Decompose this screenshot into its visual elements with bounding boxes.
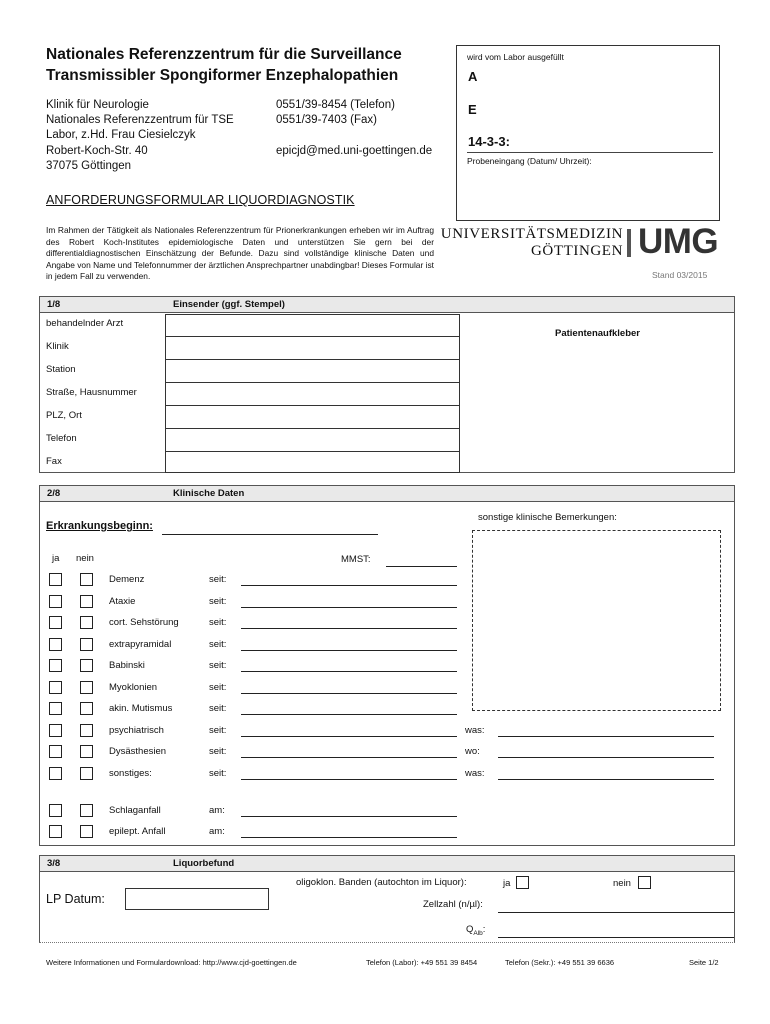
onset-label: Erkrankungsbeginn: bbox=[46, 520, 153, 532]
symptom-label: cort. Sehstörung bbox=[109, 617, 179, 628]
event-yes-checkbox[interactable] bbox=[49, 804, 62, 817]
symptom-detail-input[interactable] bbox=[498, 779, 714, 780]
symptom-yes-checkbox[interactable] bbox=[49, 681, 62, 694]
symptom-since-input[interactable] bbox=[241, 628, 457, 629]
symptom-since-label: seit: bbox=[209, 724, 227, 736]
symptom-no-checkbox[interactable] bbox=[80, 702, 93, 715]
event-no-checkbox[interactable] bbox=[80, 804, 93, 817]
logo-name bbox=[441, 226, 623, 260]
q-albumin-label bbox=[466, 924, 485, 937]
remarks-area[interactable] bbox=[472, 530, 721, 711]
lab-field-e: E bbox=[468, 102, 477, 117]
symptom-detail-input[interactable] bbox=[498, 757, 714, 758]
event-label: epilept. Anfall bbox=[109, 826, 166, 837]
field-label-fax: Fax bbox=[46, 456, 62, 467]
page-number: Seite 1/2 bbox=[689, 958, 719, 967]
lp-date-label: LP Datum: bbox=[46, 892, 105, 906]
symptom-since-label: seit: bbox=[209, 595, 227, 607]
field-label-ward: Station bbox=[46, 364, 76, 375]
patient-sticker-label: Patientenaufkleber bbox=[555, 328, 640, 339]
address-line: Klinik für Neurologie bbox=[46, 99, 149, 111]
input-ward[interactable] bbox=[165, 360, 460, 383]
symptom-yes-checkbox[interactable] bbox=[49, 595, 62, 608]
section-title: Liquorbefund bbox=[173, 858, 235, 869]
symptom-yes-checkbox[interactable] bbox=[49, 616, 62, 629]
section-number: 2/8 bbox=[47, 488, 61, 499]
section-title: Klinische Daten bbox=[173, 488, 245, 499]
symptom-since-input[interactable] bbox=[241, 607, 457, 608]
symptom-since-label: seit: bbox=[209, 746, 227, 757]
column-no: nein bbox=[76, 553, 94, 564]
address-line: Robert-Koch-Str. 40 bbox=[46, 144, 148, 157]
symptom-yes-checkbox[interactable] bbox=[49, 702, 62, 715]
section-number: 1/8 bbox=[47, 299, 61, 310]
column-yes: ja bbox=[52, 553, 60, 564]
footer-info: Weitere Informationen und Formulardownload: http://www.cjd-goettingen.de bbox=[46, 958, 297, 967]
oligoclonal-yes-checkbox[interactable] bbox=[516, 876, 529, 889]
symptom-no-checkbox[interactable] bbox=[80, 616, 93, 629]
intro-text: Im Rahmen der Tätigkeit als Nationales Referenzzentrum für Prionerkrankungen erheben wir im Auftrag des Robert Koch-Institutes epidemiologische Daten und unterstützen Sie gern bei der differentialdiagnostischen Einschätzung der Befunde. Dazu sind vollständige klinische Daten und Angabe von Name und Telefonnummer der ärztlichen Ansprechpartner unabdingbar! Dieses Formular ist in jedem Fall zu verwenden. bbox=[46, 225, 434, 282]
field-label-phone: Telefon bbox=[46, 433, 77, 444]
lab-divider bbox=[467, 152, 713, 153]
event-label: Schlaganfall bbox=[109, 805, 161, 816]
input-clinic[interactable] bbox=[165, 337, 460, 360]
cell-count-input[interactable] bbox=[498, 912, 734, 913]
title-line-2: Transmissibler Spongiformer Enzephalopathien bbox=[46, 67, 399, 84]
section-header-2 bbox=[39, 485, 735, 502]
input-phone[interactable] bbox=[165, 429, 460, 452]
patient-sticker-area[interactable] bbox=[460, 313, 735, 473]
address-line: Labor, z.Hd. Frau Ciesielczyk bbox=[46, 129, 196, 142]
oligoclonal-bands-label: oligoklon. Banden (autochton im Liquor): bbox=[296, 877, 467, 888]
symptom-since-label: seit: bbox=[209, 638, 227, 650]
symptom-yes-checkbox[interactable] bbox=[49, 724, 62, 737]
cell-count-label: Zellzahl (n/µl): bbox=[423, 899, 483, 910]
symptom-label: Dysästhesien bbox=[109, 746, 167, 757]
symptom-since-label: seit: bbox=[209, 574, 227, 585]
symptom-no-checkbox[interactable] bbox=[80, 659, 93, 672]
symptom-detail-label: wo: bbox=[465, 746, 480, 757]
input-fax[interactable] bbox=[165, 452, 460, 473]
symptom-label: Myoklonien bbox=[109, 681, 158, 693]
section-header-1 bbox=[39, 296, 735, 313]
fax-number: 0551/39-7403 (Fax) bbox=[276, 114, 378, 127]
mmst-input[interactable] bbox=[386, 566, 457, 567]
input-doctor[interactable] bbox=[165, 314, 460, 337]
symptom-no-checkbox[interactable] bbox=[80, 638, 93, 651]
remarks-label: sonstige klinische Bemerkungen: bbox=[478, 512, 617, 523]
event-date-label: am: bbox=[209, 805, 225, 816]
symptom-label: psychiatrisch bbox=[109, 724, 164, 736]
input-city[interactable] bbox=[165, 406, 460, 429]
onset-input[interactable] bbox=[162, 534, 378, 535]
oligoclonal-no-label: nein bbox=[613, 878, 631, 889]
mmst-label: MMST: bbox=[341, 554, 371, 565]
symptom-since-label: seit: bbox=[209, 617, 227, 628]
symptom-since-input[interactable] bbox=[241, 585, 457, 586]
symptom-no-checkbox[interactable] bbox=[80, 595, 93, 608]
symptom-label: Babinski bbox=[109, 660, 145, 671]
symptom-yes-checkbox[interactable] bbox=[49, 573, 62, 586]
symptom-no-checkbox[interactable] bbox=[80, 724, 93, 737]
q-albumin-main: Q bbox=[466, 924, 474, 935]
postal-address bbox=[46, 98, 234, 174]
oligoclonal-yes-label: ja bbox=[503, 878, 511, 889]
version-stamp: Stand 03/2015 bbox=[652, 270, 708, 280]
field-label-doctor: behandelnder Arzt bbox=[46, 318, 124, 329]
q-albumin-colon: : bbox=[482, 924, 486, 935]
symptom-detail-input[interactable] bbox=[498, 736, 714, 737]
lab-note: wird vom Labor ausgefüllt bbox=[467, 52, 564, 62]
field-label-clinic: Klinik bbox=[46, 341, 69, 352]
footer-phone-lab: Telefon (Labor): +49 551 39 8454 bbox=[366, 958, 478, 967]
symptom-detail-label: was: bbox=[465, 724, 485, 736]
event-date-input[interactable] bbox=[241, 837, 457, 838]
document-title bbox=[46, 44, 446, 86]
section-title: Einsender (ggf. Stempel) bbox=[173, 299, 285, 310]
logo-line-1: UNIVERSITÄTSMEDIZIN bbox=[440, 226, 623, 242]
symptom-no-checkbox[interactable] bbox=[80, 767, 93, 780]
logo-line-2: GÖTTINGEN bbox=[530, 243, 623, 259]
section-header-3 bbox=[39, 855, 735, 872]
symptom-since-label: seit: bbox=[209, 660, 227, 671]
symptom-label: extrapyramidal bbox=[109, 638, 172, 650]
symptom-no-checkbox[interactable] bbox=[80, 573, 93, 586]
symptom-since-label: seit: bbox=[209, 681, 227, 693]
symptom-label: akin. Mutismus bbox=[109, 703, 173, 714]
event-no-checkbox[interactable] bbox=[80, 825, 93, 838]
symptom-since-input[interactable] bbox=[241, 779, 457, 780]
symptom-since-input[interactable] bbox=[241, 757, 457, 758]
email-address: epicjd@med.uni-goettingen.de bbox=[276, 144, 433, 157]
phone-number: 0551/39-8454 (Telefon) bbox=[276, 99, 395, 111]
sample-receipt-label: Probeneingang (Datum/ Uhrzeit): bbox=[467, 156, 592, 166]
field-label-street: Straße, Hausnummer bbox=[46, 387, 137, 398]
symptom-since-input[interactable] bbox=[241, 650, 457, 651]
event-yes-checkbox[interactable] bbox=[49, 825, 62, 838]
event-date-input[interactable] bbox=[241, 816, 457, 817]
q-albumin-sub: Alb bbox=[473, 929, 483, 937]
section-number: 3/8 bbox=[47, 858, 61, 869]
symptom-yes-checkbox[interactable] bbox=[49, 659, 62, 672]
symptom-no-checkbox[interactable] bbox=[80, 681, 93, 694]
oligoclonal-no-checkbox[interactable] bbox=[638, 876, 651, 889]
symptom-label: Ataxie bbox=[109, 595, 136, 607]
logo-umg: UMG bbox=[638, 222, 719, 261]
symptom-no-checkbox[interactable] bbox=[80, 745, 93, 758]
symptom-yes-checkbox[interactable] bbox=[49, 638, 62, 651]
symptom-since-input[interactable] bbox=[241, 714, 457, 715]
symptom-label: sonstiges: bbox=[109, 767, 152, 779]
symptom-since-input[interactable] bbox=[241, 671, 457, 672]
lab-field-a: A bbox=[468, 69, 478, 84]
address-line: Nationales Referenzzentrum für TSE bbox=[46, 114, 234, 127]
umg-logo bbox=[440, 222, 733, 261]
symptom-yes-checkbox[interactable] bbox=[49, 767, 62, 780]
title-line-1: Nationales Referenzzentrum für die Surveillance bbox=[46, 46, 402, 63]
address-line: 37075 Göttingen bbox=[46, 159, 132, 172]
lp-date-input[interactable] bbox=[125, 888, 269, 910]
symptom-since-label: seit: bbox=[209, 767, 227, 779]
symptom-label: Demenz bbox=[109, 574, 145, 585]
symptom-since-input[interactable] bbox=[241, 736, 457, 737]
input-street[interactable] bbox=[165, 383, 460, 406]
form-heading: ANFORDERUNGSFORMULAR LIQUORDIAGNOSTIK bbox=[46, 193, 355, 207]
footer-phone-secretary: Telefon (Sekr.): +49 551 39 6636 bbox=[505, 958, 615, 967]
field-label-city: PLZ, Ort bbox=[46, 410, 82, 421]
lab-use-box bbox=[456, 45, 720, 221]
symptom-yes-checkbox[interactable] bbox=[49, 745, 62, 758]
contact-block bbox=[276, 98, 432, 159]
q-albumin-input[interactable] bbox=[498, 937, 734, 938]
lab-field-1433: 14-3-3: bbox=[468, 134, 510, 149]
logo-bar bbox=[627, 229, 631, 257]
event-date-label: am: bbox=[209, 826, 225, 837]
symptom-since-input[interactable] bbox=[241, 693, 457, 694]
symptom-detail-label: was: bbox=[465, 767, 485, 779]
symptom-since-label: seit: bbox=[209, 703, 227, 714]
